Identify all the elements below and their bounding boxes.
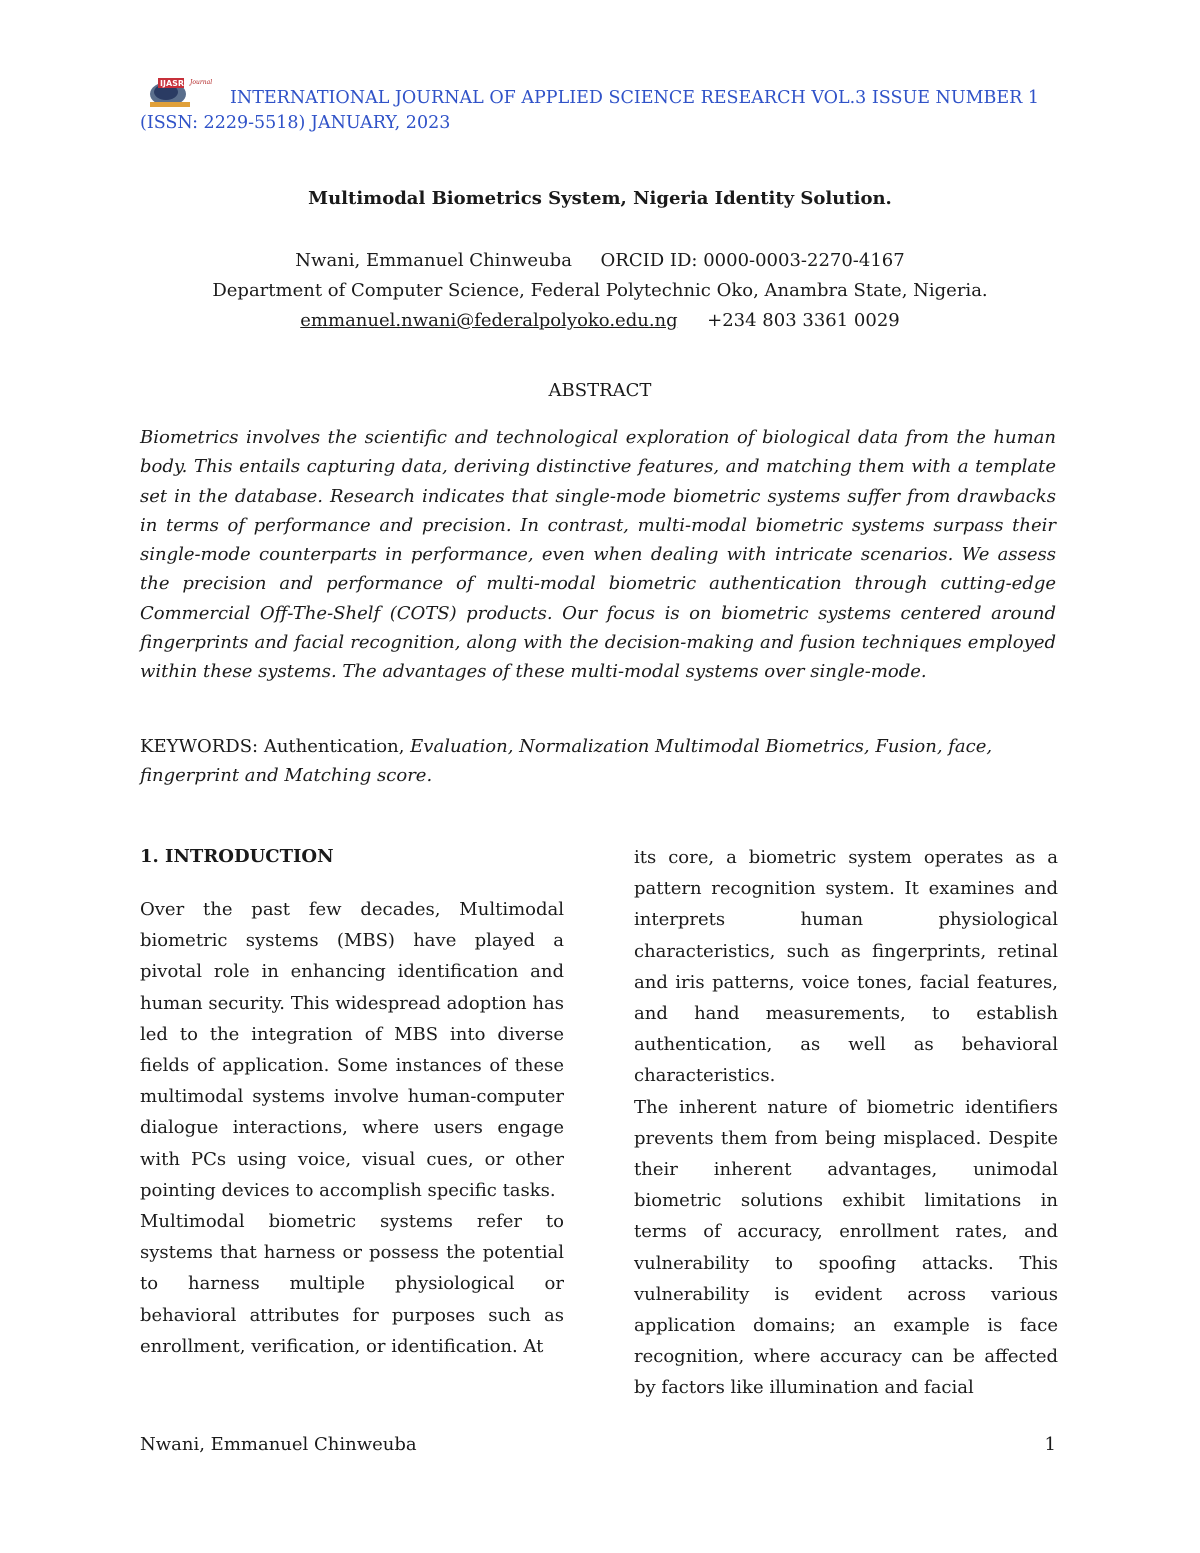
- page-number: 1: [1044, 1434, 1056, 1455]
- svg-text:Journal: Journal: [190, 79, 213, 86]
- paragraph: Over the past few decades, Multimodal biometric systems (MBS) have played a pivotal role in enhancing identification and human security. This widespread adoption has led to the integration of MBS into diverse fields of application. Some instances of these multimodal systems involve human-computer dialogue interactions, where users engage with PCs using voice, visual cues, or other pointing devices to accomplish specific tasks.: [140, 899, 564, 1201]
- contact-line: [0, 306, 1200, 336]
- author-line: Nwani, Emmanuel Chinweuba ORCID ID: 0000-0003-2270-4167: [295, 250, 905, 271]
- journal-header-line2: (ISSN: 2229-5518) JANUARY, 2023: [140, 113, 451, 133]
- keywords-label: KEYWORDS: Authentication,: [140, 736, 405, 757]
- phone-number: +234 803 3361 0029: [707, 310, 900, 331]
- journal-header-line1: INTERNATIONAL JOURNAL OF APPLIED SCIENCE RESEARCH VOL.3 ISSUE NUMBER 1: [230, 88, 1040, 108]
- right-column: [634, 842, 1058, 1404]
- paper-title: Multimodal Biometrics System, Nigeria Identity Solution.: [308, 188, 892, 209]
- svg-text:IJASR: IJASR: [160, 79, 185, 88]
- paragraph: The inherent nature of biometric identifiers prevents them from being misplaced. Despite their inherent advantages, unimodal biometric solutions exhibit limitations in terms of accuracy, enrollment rates, and vulnerability to spoofing attacks. This vulnerability is evident across various application domains; an example is face recognition, where accuracy can be affected by factors like illumination and facial: [634, 1096, 1058, 1399]
- left-column: [140, 842, 564, 1362]
- affiliation: Department of Computer Science, Federal Polytechnic Oko, Anambra State, Nigeria.: [212, 280, 988, 301]
- paragraph: Multimodal biometric systems refer to systems that harness or possess the potential to harness multiple physiological or behavioral attributes for purposes such as enrollment, verification, or identification. At: [140, 1211, 564, 1357]
- author-block: [0, 246, 1200, 336]
- paragraph: its core, a biometric system operates as a pattern recognition system. It examines and interprets human physiological characteristics, such as fingerprints, retinal and iris patterns, voice tones, facial features, and hand measurements, to establish authentication, as well as behavioral characteristics.: [634, 847, 1058, 1087]
- keywords: [140, 732, 1056, 791]
- abstract-text: Biometrics involves the scientific and technological exploration of biological data from the human body. This entails capturing data, deriving distinctive features, and matching them with a template set in the database. Research indicates that single-mode biometric systems suffer from drawbacks in terms of performance and precision. In contrast, multi-modal biometric systems surpass their single-mode counterparts in performance, even when dealing with intricate scenarios. We assess the precision and performance of multi-modal biometric authentication through cutting-edge Commercial Off-The-Shelf (COTS) products. Our focus is on biometric systems centered around fingerprints and facial recognition, along with the decision-making and fusion techniques employed within these systems. The advantages of these multi-modal systems over single-mode.: [140, 427, 1056, 683]
- keywords-list: Evaluation, Normalization Multimodal Biometrics, Fusion, face, fingerprint and Matching score.: [140, 736, 993, 787]
- footer-author: Nwani, Emmanuel Chinweuba: [140, 1434, 417, 1455]
- journal-header: [140, 86, 1040, 136]
- section-heading-introduction: 1. INTRODUCTION: [140, 846, 334, 867]
- email-link[interactable]: emmanuel.nwani@federalpolyoko.edu.ng: [300, 310, 678, 331]
- abstract-heading: ABSTRACT: [548, 380, 652, 401]
